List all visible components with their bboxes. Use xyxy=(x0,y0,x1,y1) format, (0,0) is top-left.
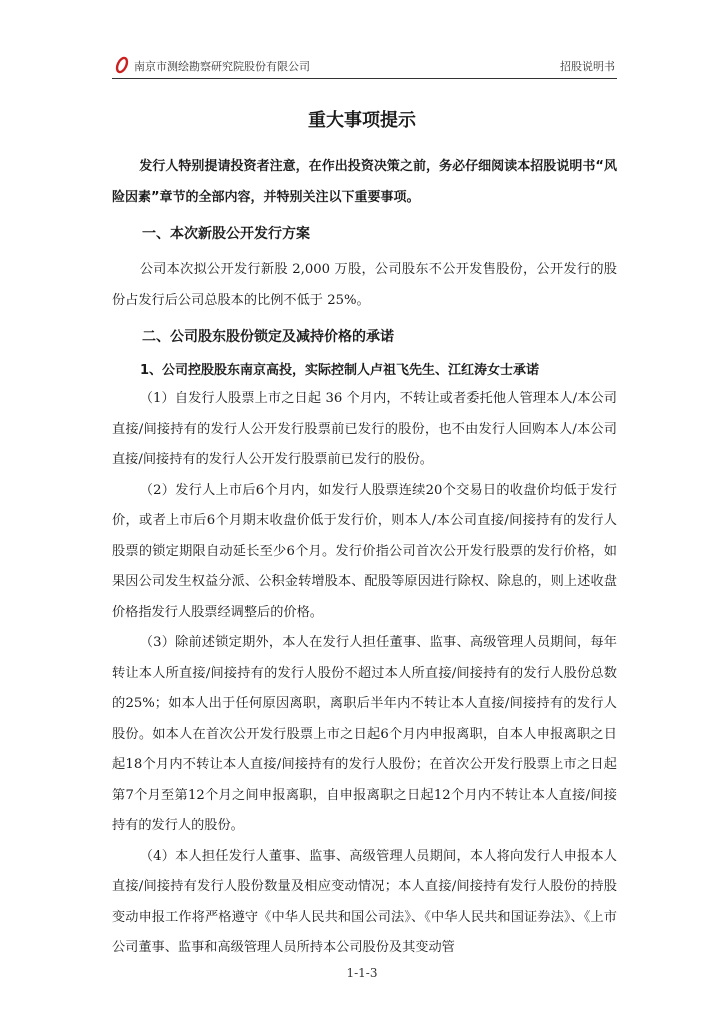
commitment-paragraph-1: （1）自发行人股票上市之日起 36 个月内，不转让或者委托他人管理本人/本公司直接/间接持有的发行人公开发行股票前已发行的股份，也不由发行人回购本人/本公司直接/间接持有的发行人公开发行股票前已发行的股份。 xyxy=(112,391,617,467)
company-name: 南京市测绘勘察研究院股份有限公司 xyxy=(134,60,310,73)
page-header xyxy=(112,56,617,79)
section-heading-1: 一、本次新股公开发行方案 xyxy=(142,226,310,242)
section-1-body: 公司本次拟公开发行新股 2,000 万股，公司股东不公开发售股份，公开发行的股份占发行后公司总股本的比例不低于 25%。 xyxy=(112,262,617,308)
commitment-paragraph-2: （2）发行人上市后6个月内，如发行人股票连续20个交易日的收盘价均低于发行价，或者上市后6个月期末收盘价低于发行价，则本人/本公司直接/间接持有的发行人股票的锁定期限自动延长至少6个月。发行价指公司首次公开发行股票的发行价格，如果因公司发生权益分派、公积金转增股本、配股等原因进行除权、除息的，则上述收盘价格指发行人股票经调整后的价格。 xyxy=(112,482,617,620)
intro-paragraph: 发行人特别提请投资者注意，在作出投资决策之前，务必仔细阅读本招股说明书“风险因素”章节的全部内容，并特别关注以下重要事项。 xyxy=(112,159,617,205)
commitment-paragraph-3: （3）除前述锁定期外，本人在发行人担任董事、监事、高级管理人员期间，每年转让本人所直接/间接持有的发行人股份不超过本人所直接/间接持有的发行人股份总数的25%；如本人出于任何原因离职，离职后半年内不转让本人直接/间接持有的发行人股份。如本人在首次公开发行股票上市之日起6个月内申报离职，自本人申报离职之日起18个月内不转让本人直接/间接持有的发行人股份；在首次公开发行股票上市之日起第7个月至第12个月之间申报离职，自申报离职之日起12个月内不转让本人直接/间接持有的发行人的股份。 xyxy=(112,635,617,833)
company-logo-icon xyxy=(112,55,132,75)
section-heading-2: 二、公司股东股份锁定及减持价格的承诺 xyxy=(142,329,394,345)
document-body xyxy=(112,152,617,964)
subsection-heading-1: 1、公司控股股东南京高投，实际控制人卢祖飞先生、江红涛女士承诺 xyxy=(140,363,540,378)
page-number: 1-1-3 xyxy=(346,966,378,980)
page-title: 重大事项提示 xyxy=(308,110,416,131)
commitment-paragraph-4: （4）本人担任发行人董事、监事、高级管理人员期间，本人将向发行人申报本人直接/间接持有发行人股份数量及相应变动情况；本人直接/间接持有发行人股份的持股变动申报工作将严格遵守《中华人民共和国公司法》、《中华人民共和国证券法》、《上市公司董事、监事和高级管理人员所持本公司股份及其变动管 xyxy=(112,848,617,955)
document-type: 招股说明书 xyxy=(560,60,615,73)
